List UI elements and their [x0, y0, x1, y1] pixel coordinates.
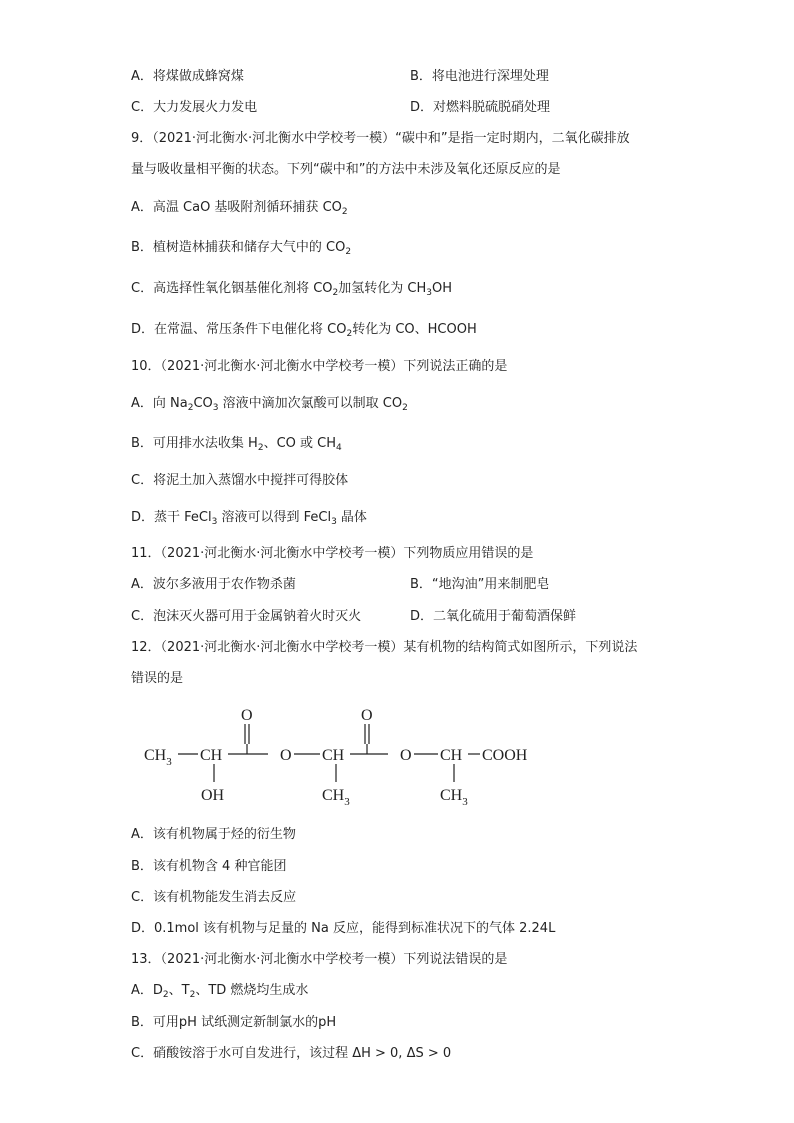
- q10-a-sub3: 2: [402, 403, 408, 413]
- ester-o-1: O: [280, 747, 292, 764]
- q9-option-a: [131, 198, 348, 218]
- methyl-2-c: CH: [440, 787, 463, 804]
- ester-o-2: O: [400, 747, 412, 764]
- q13-option-b: B．可用pH 试纸测定新制氯水的pH: [131, 1015, 337, 1030]
- q8-option-c: C．大力发展火力发电: [131, 100, 258, 115]
- methyl-2-sub: 3: [462, 796, 468, 808]
- q13-stem: 13．（2021·河北衡水·河北衡水中学校考一模）下列说法错误的是: [131, 952, 508, 967]
- q13-option-a: [131, 981, 308, 1001]
- q10-d-sub2: 3: [331, 517, 337, 527]
- q9-c-sub2: 3: [426, 288, 432, 298]
- q12-option-b: B．该有机物含 4 种官能团: [131, 859, 287, 874]
- carbonyl-o-2: O: [361, 707, 373, 724]
- cooh-group: COOH: [482, 747, 528, 764]
- ch3-left-sub: 3: [166, 756, 172, 768]
- methyl-1-sub: 3: [344, 796, 350, 808]
- q13-option-c: C．硝酸铵溶于水可自发进行，该过程 ΔH > 0, ΔS > 0: [131, 1046, 452, 1061]
- methyl-1-c: CH: [322, 787, 345, 804]
- q10-a-sub2: 3: [212, 403, 219, 413]
- q10-d-sub1: 3: [211, 517, 218, 527]
- q10-d-post: 晶体: [336, 510, 367, 525]
- ch-3: CH: [440, 747, 463, 764]
- q12-option-a: A．该有机物属于烃的衍生物: [131, 827, 296, 842]
- q8-option-b: B．将电池进行深埋处理: [410, 69, 549, 84]
- q10-option-a: [131, 394, 408, 414]
- q9-a-sub: 2: [341, 207, 348, 217]
- q8-option-d: D．对燃料脱硫脱硝处理: [410, 100, 551, 115]
- q12-stem-line2: 错误的是: [131, 671, 184, 686]
- q9-option-b: [131, 238, 351, 258]
- q9-option-c: [131, 279, 452, 299]
- q10-option-b: [131, 434, 342, 454]
- q12-stem-line1: 12．（2021·河北衡水·河北衡水中学校考一模）某有机物的结构简式如图所示，下列说法: [131, 640, 638, 655]
- q10-d-text: D．蒸干 FeCl: [131, 510, 212, 525]
- q9-stem-line1: 9．（2021·河北衡水·河北衡水中学校考一模）“碳中和”是指一定时期内，二氧化碳排放: [131, 131, 630, 146]
- q9-b-sub: 2: [345, 247, 352, 257]
- ch-2: CH: [322, 747, 345, 764]
- carbonyl-o-1: O: [241, 707, 253, 724]
- q9-c-sub1: 2: [332, 288, 339, 298]
- structural-formula: [140, 700, 540, 810]
- q10-a-sub1: 2: [187, 403, 194, 413]
- q11-option-d: D．二氧化硫用于葡萄酒保鲜: [410, 609, 577, 624]
- q10-option-c: C．将泥土加入蒸馏水中搅拌可得胶体: [131, 473, 349, 488]
- hydroxyl-group: OH: [201, 787, 225, 804]
- q9-c-mid: 加氢转化为 CH: [338, 281, 427, 296]
- q11-stem: 11．（2021·河北衡水·河北衡水中学校考一模）下列物质应用错误的是: [131, 546, 534, 561]
- q10-b-mid: 、CO 或 CH: [263, 436, 336, 451]
- q8-option-a: A．将煤做成蜂窝煤: [131, 69, 244, 84]
- q13-a-post: 、TD 燃烧均生成水: [195, 983, 309, 998]
- q9-d-post: 转化为 CO、HCOOH: [352, 322, 477, 337]
- q11-option-c: C．泡沫灭火器可用于金属钠着火时灭火: [131, 609, 362, 624]
- q10-option-d: [131, 508, 367, 528]
- methyl-2: [440, 787, 468, 808]
- ch-1: CH: [200, 747, 223, 764]
- q10-d-mid: 溶液可以得到 FeCl: [217, 510, 332, 525]
- q9-c-text: C．高选择性氧化铟基催化剂将 CO: [131, 281, 333, 296]
- q9-option-d: [131, 320, 477, 340]
- q12-option-d: D．0.1mol 该有机物与足量的 Na 反应，能得到标准状况下的气体 2.24L: [131, 921, 556, 936]
- methyl-1: [322, 787, 350, 808]
- q13-a-mid: 、T: [168, 983, 190, 998]
- q10-b-text: B．可用排水法收集 H: [131, 436, 258, 451]
- q9-a-text: A．高温 CaO 基吸附剂循环捕获 CO: [131, 200, 342, 215]
- q10-stem: 10．（2021·河北衡水·河北衡水中学校考一模）下列说法正确的是: [131, 359, 508, 374]
- q10-a-mid: CO: [193, 396, 213, 411]
- q9-c-post: OH: [432, 281, 453, 296]
- q11-option-b: B．“地沟油”用来制肥皂: [410, 577, 550, 592]
- q9-b-text: B．植树造林捕获和储存大气中的 CO: [131, 240, 346, 255]
- q10-b-sub2: 4: [336, 443, 342, 453]
- q13-a-text: A．D: [131, 983, 163, 998]
- q12-option-c: C．该有机物能发生消去反应: [131, 890, 297, 905]
- q9-d-text: D．在常温、常压条件下电催化将 CO: [131, 322, 347, 337]
- ch3-left: [144, 747, 172, 768]
- q10-b-sub1: 2: [257, 443, 264, 453]
- q10-a-mid2: 溶液中滴加次氯酸可以制取 CO: [218, 396, 403, 411]
- q9-stem-line2: 量与吸收量相平衡的状态。下列“碳中和”的方法中未涉及氧化还原反应的是: [131, 162, 561, 177]
- q9-d-sub: 2: [346, 329, 353, 339]
- q10-a-text: A．向 Na: [131, 396, 188, 411]
- q13-a-sub1: 2: [162, 990, 169, 1000]
- q11-option-a: A．波尔多液用于农作物杀菌: [131, 577, 296, 592]
- ch3-left-c: CH: [144, 747, 167, 764]
- q13-a-sub2: 2: [189, 990, 196, 1000]
